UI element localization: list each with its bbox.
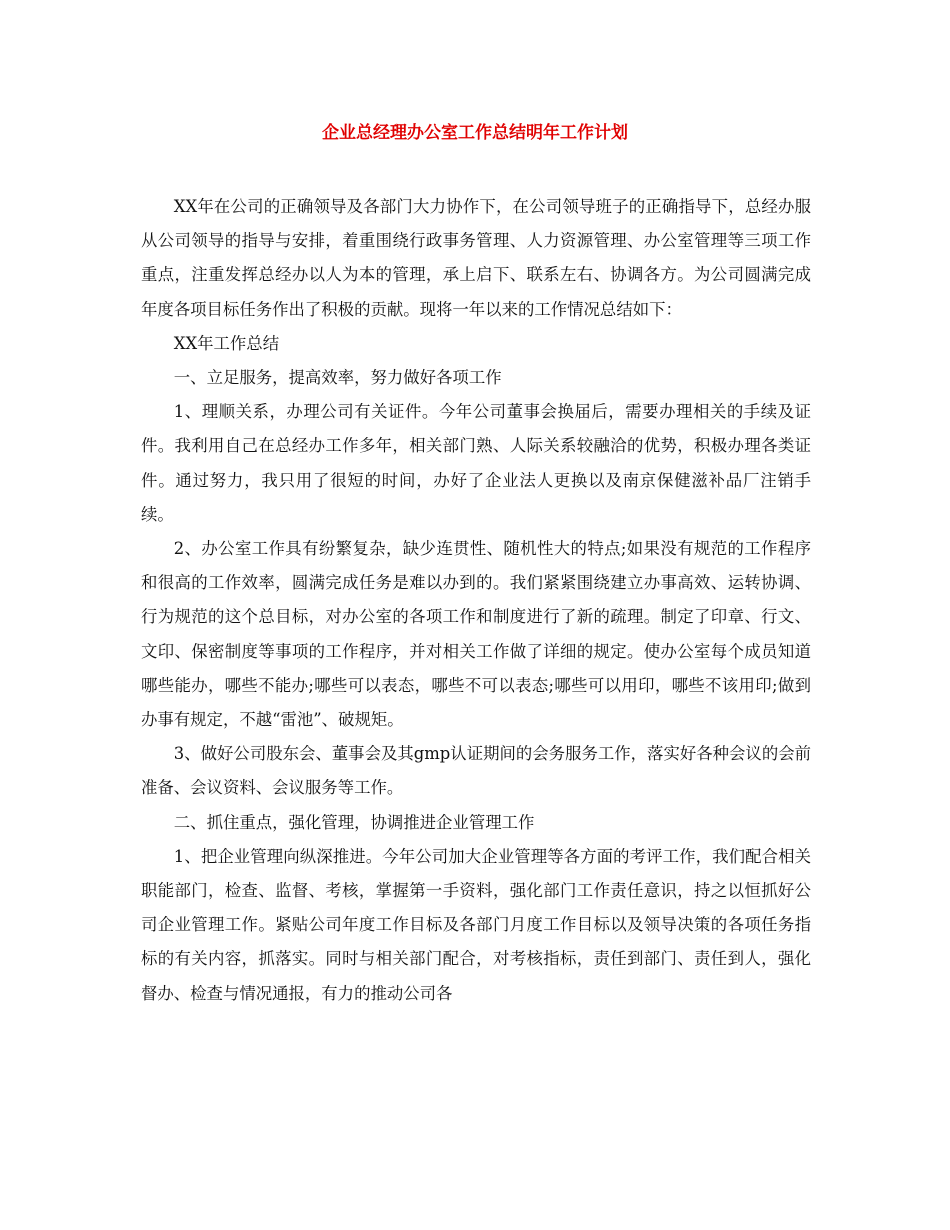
paragraph-summary-heading: XX年工作总结 (173, 333, 280, 353)
paragraph-item-1-1: 1、理顺关系，办理公司有关证件。今年公司董事会换届后，需要办理相关的手续及证件。我利用自己在总经办工作多年，相关部门熟、人际关系较融洽的优势，积极办理各类证件。通过努力，我只用了很短的时间，办好了企业法人更换以及南京保健滋补品厂注销手续。 (141, 402, 811, 524)
paragraph-item-1-3: 3、做好公司股东会、董事会及其gmp认证期间的会务服务工作，落实好各种会议的会前准备、会议资料、会议服务等工作。 (141, 744, 811, 798)
document-body (141, 190, 811, 1011)
document-title: 企业总经理办公室工作总结明年工作计划 (322, 123, 628, 143)
paragraph-section-two-heading: 二、抓住重点，强化管理，协调推进企业管理工作 (173, 812, 535, 832)
paragraph-section-one-heading: 一、立足服务，提高效率，努力做好各项工作 (173, 368, 502, 388)
paragraph-item-1-2: 2、办公室工作具有纷繁复杂，缺少连贯性、随机性大的特点;如果没有规范的工作程序和很高的工作效率，圆满完成任务是难以办到的。我们紧紧围绕建立办事高效、运转协调、行为规范的这个总目标，对办公室的各项工作和制度进行了新的疏理。制定了印章、行文、文印、保密制度等事项的工作程序，并对相关工作做了详细的规定。使办公室每个成员知道哪些能办，哪些不能办;哪些可以表态，哪些不可以表态;哪些可以用印，哪些不该用印;做到办事有规定，不越“雷池”、破规矩。 (141, 539, 811, 730)
paragraph-item-2-1: 1、把企业管理向纵深推进。今年公司加大企业管理等各方面的考评工作，我们配合相关职能部门，检查、监督、考核，掌握第一手资料，强化部门工作责任意识，持之以恒抓好公司企业管理工作。紧贴公司年度工作目标及各部门月度工作目标以及领导决策的各项任务指标的有关内容，抓落实。同时与相关部门配合，对考核指标，责任到部门、责任到人，强化督办、检查与情况通报，有力的推动公司各 (141, 846, 811, 1003)
paragraph-intro: XX年在公司的正确领导及各部门大力协作下，在公司领导班子的正确指导下，总经办服从公司领导的指导与安排，着重围绕行政事务管理、人力资源管理、办公室管理等三项工作重点，注重发挥总经办以人为本的管理，承上启下、联系左右、协调各方。为公司圆满完成年度各项目标任务作出了积极的贡献。现将一年以来的工作情况总结如下： (141, 197, 811, 319)
